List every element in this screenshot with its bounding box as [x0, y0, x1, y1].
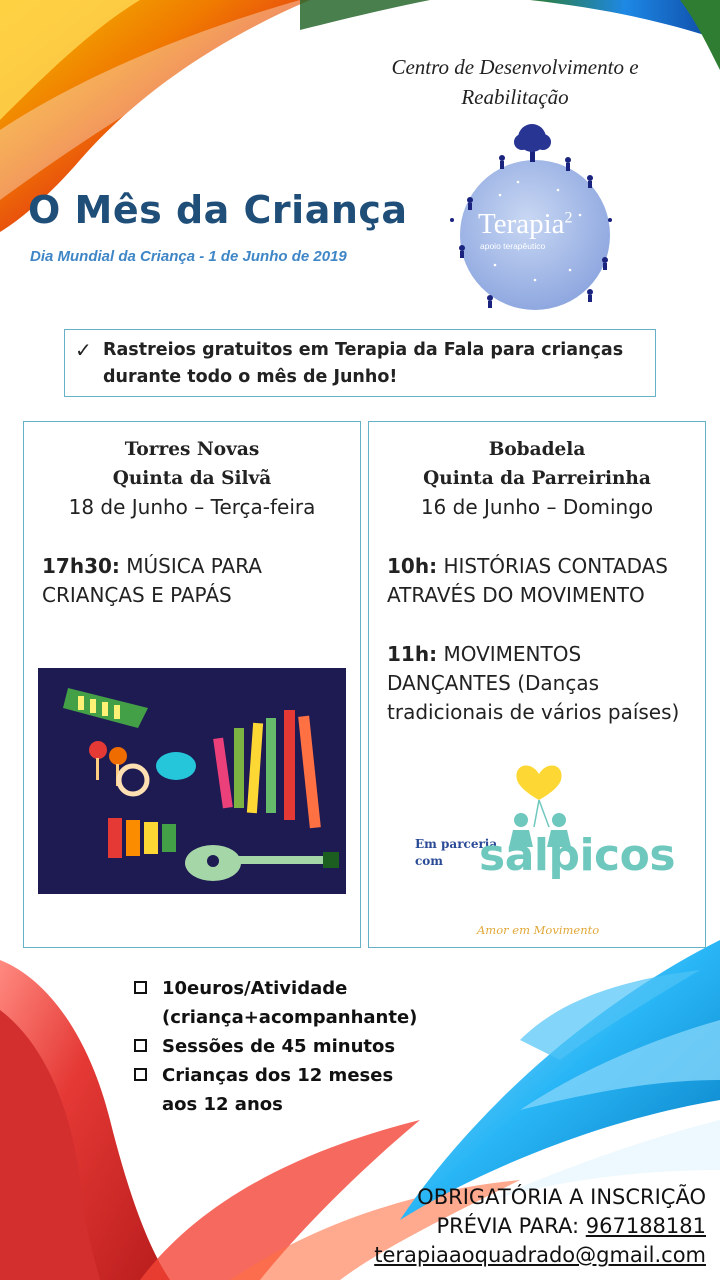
checkbox-icon: [134, 1068, 147, 1081]
info-list: [134, 974, 454, 1119]
registration-footer: [374, 1183, 706, 1270]
notice-text: Rastreios gratuitos em Terapia da Fala para crianças durante todo o mês de Junho!: [103, 340, 624, 387]
event-date: 18 de Junho – Terça-feira: [68, 495, 316, 519]
free-screening-notice: [64, 329, 656, 397]
checkmark-icon: ✓: [75, 338, 92, 362]
list-item: 10euros/Atividade (criança+acompanhante): [134, 974, 454, 1032]
list-item: Sessões de 45 minutos: [134, 1032, 454, 1061]
event-card-torres-novas: [23, 421, 361, 948]
registration-phone-line: PRÉVIA PARA: 967188181: [436, 1214, 706, 1238]
event-venue: Quinta da Silvã: [112, 468, 272, 489]
center-name: Centro de Desenvolvimento e Reabilitação: [391, 55, 639, 109]
email-link[interactable]: terapiaaoquadrado@gmail.com: [374, 1243, 706, 1267]
event-activity: 17h30: MÚSICA PARA CRIANÇAS E PAPÁS: [42, 554, 262, 607]
instruments-photo: [38, 668, 346, 894]
partner-logo: [409, 752, 676, 942]
page-title: O Mês da Criança: [28, 188, 408, 232]
checkbox-icon: [134, 1039, 147, 1052]
event-activity: 10h: HISTÓRIAS CONTADAS ATRAVÉS DO MOVIMENTO: [387, 554, 668, 607]
phone-link[interactable]: 967188181: [585, 1214, 706, 1238]
logo-brand: Terapia$^2$: [478, 208, 573, 240]
logo-tagline: apoio terapêutico: [480, 241, 546, 251]
partner-name: salpicos: [479, 830, 676, 881]
event-activity: 11h: MOVIMENTOS DANÇANTES (Danças tradicionais de vários países): [387, 642, 680, 724]
partner-tagline: Amor em Movimento: [477, 923, 600, 937]
event-date: 16 de Junho – Domingo: [420, 495, 654, 519]
checkbox-icon: [134, 981, 147, 994]
partner-label: Em parceria com: [415, 837, 498, 868]
event-city: Bobadela: [488, 439, 586, 460]
list-item: Crianças dos 12 meses aos 12 anos: [134, 1061, 454, 1119]
event-card-bobadela: [368, 421, 706, 948]
page-subtitle: Dia Mundial da Criança - 1 de Junho de 2019: [30, 248, 347, 265]
event-city: Torres Novas: [124, 439, 260, 460]
terapia-logo: [440, 120, 630, 315]
event-venue: Quinta da Parreirinha: [423, 468, 651, 489]
registration-required: OBRIGATÓRIA A INSCRIÇÃO: [417, 1185, 706, 1209]
